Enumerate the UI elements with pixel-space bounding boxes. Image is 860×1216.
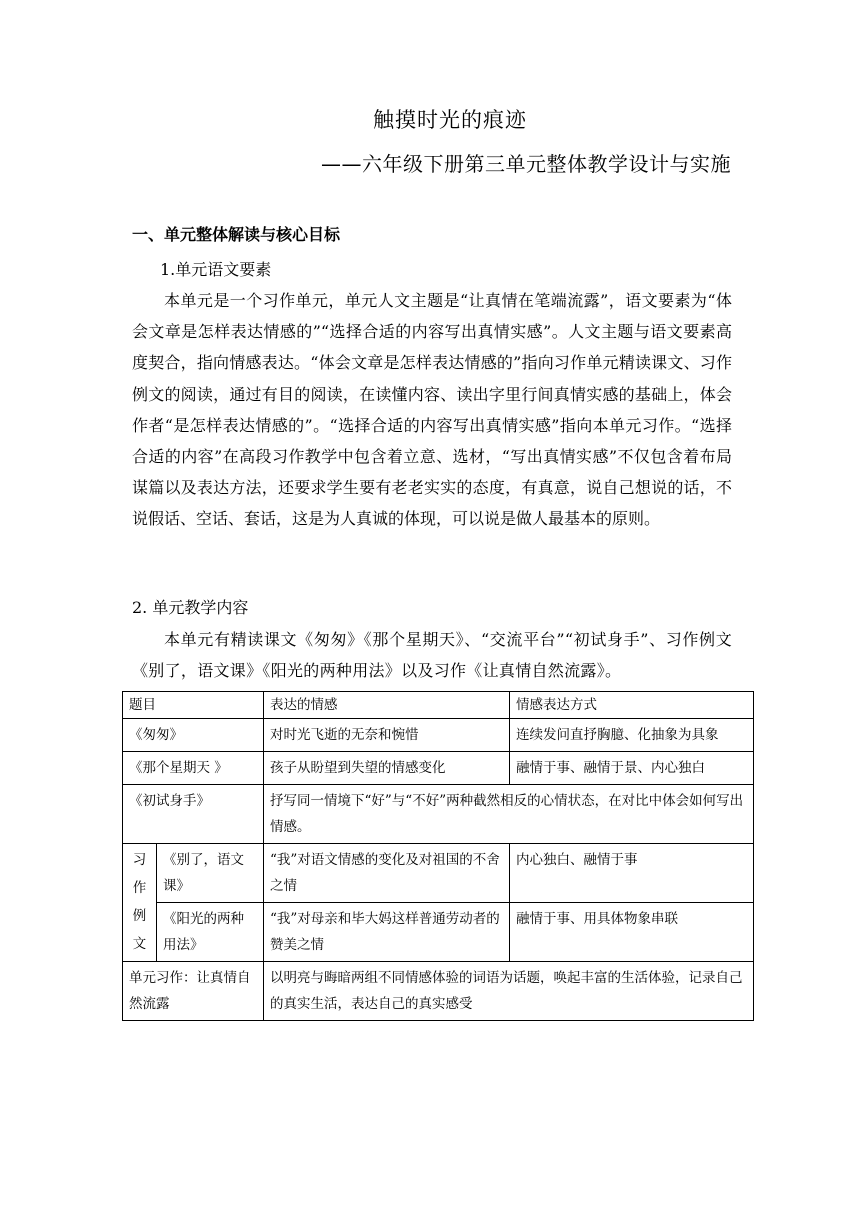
table-header: 题目 [123, 692, 264, 719]
document-title: 触摸时光的痕迹 [373, 108, 527, 132]
table-header: 情感表达方式 [510, 692, 754, 719]
table-row [123, 903, 754, 962]
table-cell: 对时光飞逝的无奈和惋惜 [264, 719, 510, 752]
table-header-row [123, 692, 754, 719]
example-label-char: 习 [132, 852, 147, 868]
content-table [122, 691, 754, 1021]
table-cell: 融情于事、用具体物象串联 [510, 903, 754, 962]
paragraph-1: 本单元是一个习作单元，单元人文主题是“让真情在笔端流露”，语文要素为“体会文章是怎样表达情感的”“选择合适的内容写出真情实感”。人文主题与语文要素高度契合，指向情感表达。“体会文章是怎样表达情感的”指向习作单元精读课文、习作例文的阅读，通过有目的阅读，在读懂内容、读出字里行间真情实感的基础上，体会作者“是怎样表达情感的”。“选择合适的内容写出真情实感”指向本单元习作。“选择合适的内容”在高段习作教学中包含着立意、选材，“写出真情实感”不仅包含着布局谋篇以及表达方法，还要求学生要有老老实实的态度，有真意，说自己想说的话，不说假话、空话、套话，这是为人真诚的体现，可以说是做人最基本的原则。 [132, 291, 732, 529]
table-row [123, 752, 754, 785]
table-cell: 《阳光的两种用法》 [157, 903, 264, 962]
example-label-char: 作 [132, 880, 147, 896]
table-cell: 连续发问直抒胸臆、化抽象为具象 [510, 719, 754, 752]
document-subtitle: ——六年级下册第三单元整体教学设计与实施 [321, 152, 731, 176]
table-cell: 融情于事、融情于景、内心独白 [510, 752, 754, 785]
table-cell: 内心独白、融情于事 [510, 844, 754, 903]
table-cell: 《匆匆》 [123, 719, 264, 752]
table-cell: 《初试身手》 [123, 785, 264, 844]
example-label-char: 例 [132, 908, 147, 924]
example-label-char: 文 [132, 936, 147, 952]
subsection-heading-2: 2. 单元教学内容 [132, 598, 249, 617]
table-row [123, 844, 754, 903]
table-cell: “我”对语文情感的变化及对祖国的不舍之情 [264, 844, 510, 903]
table-cell: 《别了，语文课》 [157, 844, 264, 903]
table-cell: 单元习作：让真情自然流露 [123, 962, 264, 1021]
table-cell: 以明亮与晦暗两组不同情感体验的词语为话题，唤起丰富的生活体验，记录自己的真实生活，表达自己的真实感受 [264, 962, 754, 1021]
table-row [123, 962, 754, 1021]
table-row [123, 785, 754, 844]
section-heading: 一、单元整体解读与核心目标 [132, 225, 341, 244]
subsection-heading-1: 1.单元语文要素 [160, 260, 272, 279]
table-cell: 抒写同一情境下“好”与“不好”两种截然相反的心情状态，在对比中体会如何写出情感。 [264, 785, 754, 844]
table-cell: 孩子从盼望到失望的情感变化 [264, 752, 510, 785]
table-row [123, 719, 754, 752]
table-cell: 《那个星期天 》 [123, 752, 264, 785]
paragraph-2: 本单元有精读课文《匆匆》《那个星期天》、“交流平台”“初试身手”、习作例文《别了，语文课》《阳光的两种用法》以及习作《让真情自然流露》。 [132, 630, 732, 681]
table-header: 表达的情感 [264, 692, 510, 719]
table-cell: “我”对母亲和毕大妈这样普通劳动者的赞美之情 [264, 903, 510, 962]
example-label-cell [123, 844, 157, 962]
